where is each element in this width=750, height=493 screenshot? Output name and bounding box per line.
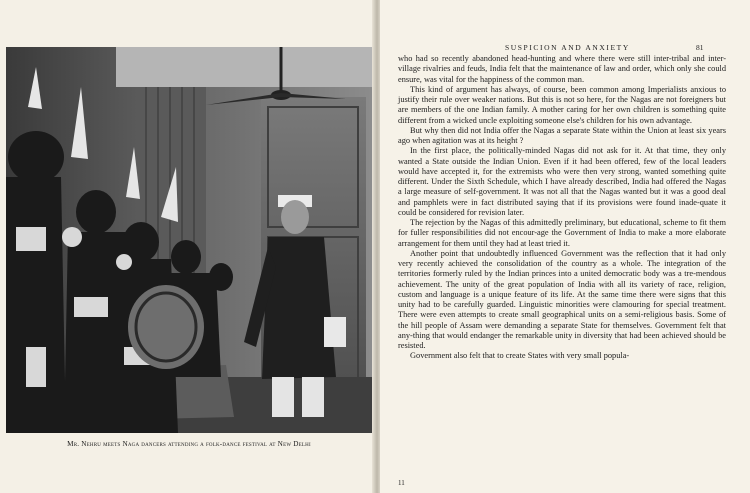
paragraph: Government also felt that to create States with very small popula- (410, 351, 630, 361)
paragraph: Another point that undoubtedly influenced Government was the reflection that it had only very recently achieved the consolidation of the country as a whole. The integration of the territories formerly ruled by the Indian princes into a united democratic body was a tre-mendous achievement. The unity of the great population of India with all its variety of race, religion, custom and language is a unique feature of its life. At the same time there were signs that this unity had to be carefully guarded. Linguistic minorities were clamouring for special treatment. There were even attempts to create small geographical units on a semi-religious basis. Some of the hill people of Assam were demanding a separate State for themselves. Government felt that any-thing that would endanger the remarkable unity in diversity that had been achieved should be resisted. (398, 248, 726, 350)
paragraph: In the first place, the politically-minded Nagas did not ask for it. At that time, they only wanted a State outside the Indian Union. Even if it had been offered, few of the local leaders would have accepted it, for the extremists who were then very strong, wanted something quite different. Under the Sixth Schedule, which I have already described, India had offered the Nagas a large measure of self-government. It was not all that the Nagas wanted but it was a good deal and pamphlets were in fact distributed saying that if its provisions were found inade-quate it could be considered for revision later. (398, 146, 726, 217)
paragraph: who had so recently abandoned head-hunting and where there were still inter-tribal and inter-village rivalries and feuds, India felt that the maintenance of law and order, which only she could ensure, was vital for the happiness of the common man. (398, 54, 726, 84)
running-head: SUSPICION AND ANXIETY (505, 43, 630, 52)
nehru-naga-dancers-photo (6, 47, 372, 433)
photograph-icon (6, 47, 372, 433)
paragraph: But why then did not India offer the Nagas a separate State within the Union at least six years ago when agitation was at its height ? (398, 125, 726, 145)
printer-signature: 11 (398, 479, 405, 487)
paragraph: The rejection by the Nagas of this admittedly preliminary, but educational, scheme to fit them for fuller responsibilities did not encour-age the Government of India to make a more elaborate arrangement for them until they had at least tried it. (398, 218, 726, 248)
page-number: 81 (696, 43, 704, 52)
body-text (398, 54, 726, 362)
paragraph: This kind of argument has always, of course, been common among Imperialists anxious to justify their rule over weaker nations. But this is not so here, for the Nagas are not foreigners but are members of the one Indian family. A mother caring for her own children is something quite different from a wicked uncle exploiting someone else's children for his own advantage. (398, 84, 726, 125)
photo-caption: Mr. Nehru meets Naga dancers attending a folk-dance festival at New Delhi (67, 440, 311, 448)
